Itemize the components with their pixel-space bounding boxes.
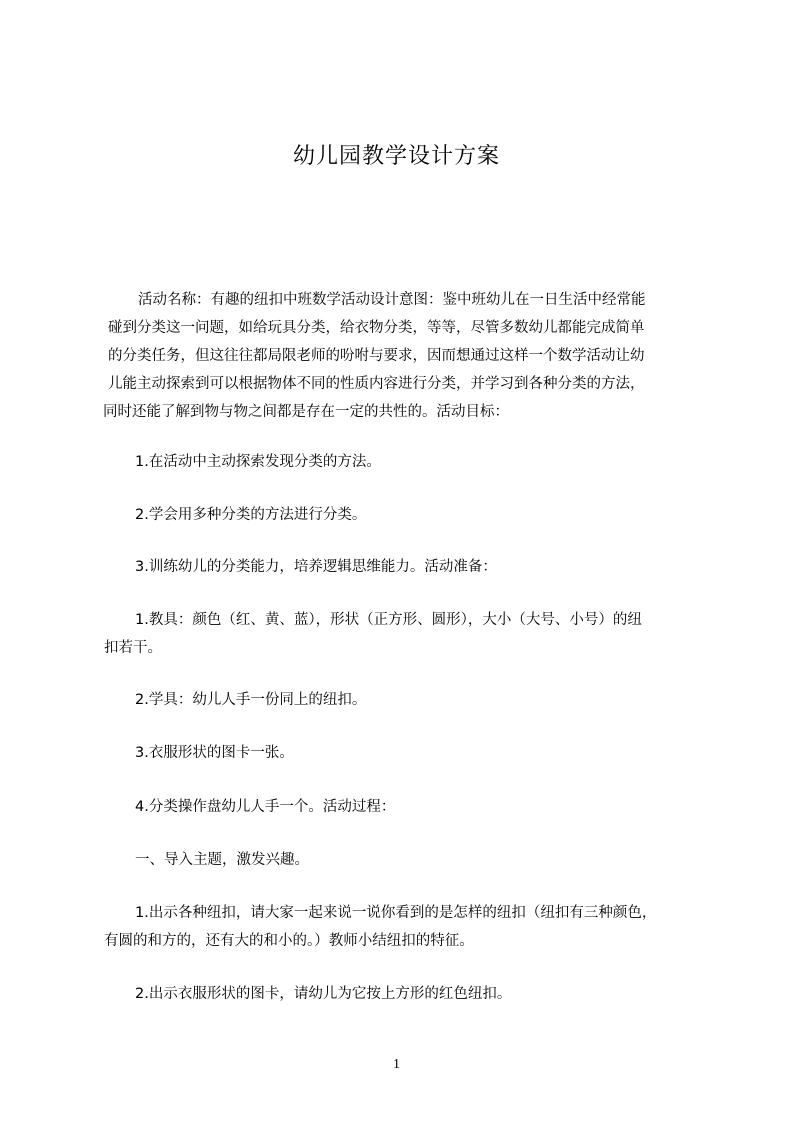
paragraph-line: 活动名称：有趣的纽扣中班数学活动设计意图：鉴中班幼儿在一日生活中经常能 [138,292,646,308]
document-title: 幼儿园教学设计方案 [292,144,500,169]
prep-item: 3.衣服形状的图卡一张。 [135,745,294,761]
paragraph-line: 碰到分类这一问题，如给玩具分类，给衣物分类，等等，尽管多数幼儿都能完成简单 [108,320,645,336]
goal-item: 1.在活动中主动探索发现分类的方法。 [135,454,381,470]
prep-item: 2.学具：幼儿人手一份同上的纽扣。 [135,692,367,708]
prep-item: 4.分类操作盘幼儿人手一个。活动过程： [135,799,396,815]
paragraph-line: 1.出示各种纽扣，请大家一起来说一说你看到的是怎样的纽扣（纽扣有三种颜色， [135,905,657,921]
section-heading: 一、导入主题，激发兴趣。 [135,852,309,868]
paragraph-line: 同时还能了解到物与物之间都是存在一定的共性的。活动目标： [103,404,509,420]
paragraph-line: 儿能主动探索到可以根据物体不同的性质内容进行分类，并学习到各种分类的方法， [108,376,645,392]
paragraph-line: 1.教具：颜色（红、黄、蓝），形状（正方形、圆形），大小（大号、小号）的纽 [135,612,642,628]
step-item: 2.出示衣服形状的图卡，请幼儿为它按上方形的红色纽扣。 [135,986,512,1002]
paragraph-line: 扣若干。 [104,640,162,656]
page-number: 1 [393,1057,400,1072]
paragraph-line: 的分类任务，但这往往都局限老师的吩咐与要求，因而想通过这样一个数学活动让幼 [108,348,645,364]
paragraph-line: 有圆的和方的，还有大的和小的。）教师小结纽扣的特征。 [104,933,474,949]
goal-item: 3.训练幼儿的分类能力，培养逻辑思维能力。活动准备： [135,559,497,575]
goal-item: 2.学会用多种分类的方法进行分类。 [135,507,367,523]
